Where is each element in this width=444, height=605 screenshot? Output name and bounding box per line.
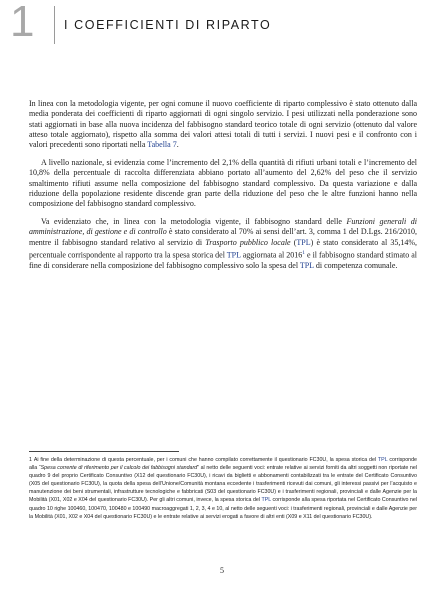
footnote-marker: 1	[29, 457, 32, 463]
page-number: 5	[220, 566, 224, 575]
chapter-divider	[54, 6, 55, 44]
chapter-header	[10, 0, 434, 50]
funzioni-generali-term: Funzioni generali di amministrazione, di gestione e di controllo	[29, 216, 417, 237]
tpl-link[interactable]: TPL	[299, 260, 314, 270]
paragraph-1-end: .	[176, 140, 179, 150]
paragraph-3-text-e: aggiornata al 2016	[240, 250, 303, 260]
paragraph-1	[29, 99, 417, 150]
footnote-text-b: corrisponde alla “	[29, 457, 418, 472]
tpl-link[interactable]: TPL	[377, 457, 388, 463]
paragraph-3-text-c: (	[290, 237, 297, 247]
paragraph-3-text-b: è stato considerato al 70% ai sensi dell’art. 3, comma 1 del D.Lgs. 216/2010, mentre il fabbisogno standard relativo al servizio di	[29, 227, 417, 247]
paragraph-3-text-f: e il fabbisogno standard stimato al fine di considerare nella composizione del fabbisogno complessivo solo la spesa del	[29, 250, 417, 270]
tpl-link[interactable]: TPL	[226, 250, 241, 260]
chapter-number: 1	[10, 0, 35, 46]
footnote-text-a: Ai fine della determinazione di questa percentuale, per i comuni che hanno compilato correttamente il questionario FC30U, la spesa storica del	[33, 457, 378, 463]
footnote	[29, 456, 417, 521]
table-7-link[interactable]: Tabella 7	[147, 140, 177, 150]
footnote-text-c: ” al netto delle seguenti voci: entrate relative ai servizi forniti da altri soggetti non riportate nel quadro 9 del proprio Certificato Consuntivo (X12 del questionario FC30U), i ricavi da biglietti e abbonamenti contabilizzati tra le entrate del Certificato Consuntivo (X05 del questionario FC30U), la quota della spesa dell’Unione/Comunità montana eccedente i trasferimenti ricevuti dai comuni, gli interessi passivi per l’acquisto e manutenzione dei beni strumentali, infrastrutture tecnologiche e fabbricati (S03 del questionario FC30U) e i trasferimenti regionali, provinciali e dalle Agenzie per la Mobilità (X01, X02 e X04 del questionario FC30U). Per gli altri comuni, invece, la spesa storica del	[29, 465, 417, 504]
chapter-title: I COEFFICIENTI DI RIPARTO	[64, 18, 272, 32]
body-text	[29, 99, 417, 279]
footnote-divider	[29, 451, 179, 452]
footnote-ref[interactable]: 1	[302, 249, 306, 256]
paragraph-3-text-g: di competenza comunale.	[313, 260, 398, 270]
spesa-corrente-term: Spesa corrente di riferimento per il calcolo dei fabbisogni standard	[40, 465, 198, 472]
paragraph-3-text-a: Va evidenziato che, in linea con la metodologia vigente, il fabbisogno standard delle	[41, 216, 347, 226]
trasporto-pubblico-term: Trasporto pubblico locale	[205, 237, 291, 247]
paragraph-3	[29, 217, 417, 271]
paragraph-3-text-d: ) è stato considerato al 35,14%, percentuale corrispondente al rapporto tra la spesa storica del	[29, 237, 418, 260]
paragraph-2: A livello nazionale, si evidenzia come l’incremento del 2,1% della quantità di rifiuti urbani totali e l’incremento del 10,8% della percentuale di raccolta differenziata abbiano portato all’aumento del 2,62% del peso che il servizio smaltimento rifiuti assume nella composizione del fabbisogno standard complessivo. Da questa variazione e dalla riduzione della popolazione residente discende gran parte della riduzione del peso che le altre funzioni hanno nella composizione del fabbisogno standard complessivo.	[29, 157, 417, 209]
tpl-link[interactable]: TPL	[261, 497, 271, 504]
footnote-text-d: corrisponde alla spesa riportata nel Certificato Consuntivo nel quadro 10 righe 100460, 100470, 100480 e 100490 macroaggregati 1, 2, 3, 4 e 10, al netto delle seguenti voci: i trasferimenti regionali, provinciali e dalle Agenzie per la Mobilità (X01, X02 e X04 del questionario FC30U) e le entrate relative ai servizi erogati a favore di altri enti (X09 e X11 del questionario FC30U).	[29, 497, 418, 520]
tpl-link[interactable]: TPL	[296, 237, 311, 247]
paragraph-1-text: In linea con la metodologia vigente, per ogni comune il nuovo coefficiente di riparto complessivo è stato ottenuto dalla media ponderata dei coefficienti di riparto aggiornati di ogni singolo servizio. I pesi utilizzati nella ponderazione sono stati aggiornati in base alla nuova incidenza del fabbisogno standard teorico totale di ogni servizio (ottenuto dal valore atteso totale aggiornato), rispetto alla somma dei valori attesi totali di tutti i servizi. I nuovi pesi e il confronto con i valori precedenti sono riportati nella	[29, 99, 417, 150]
